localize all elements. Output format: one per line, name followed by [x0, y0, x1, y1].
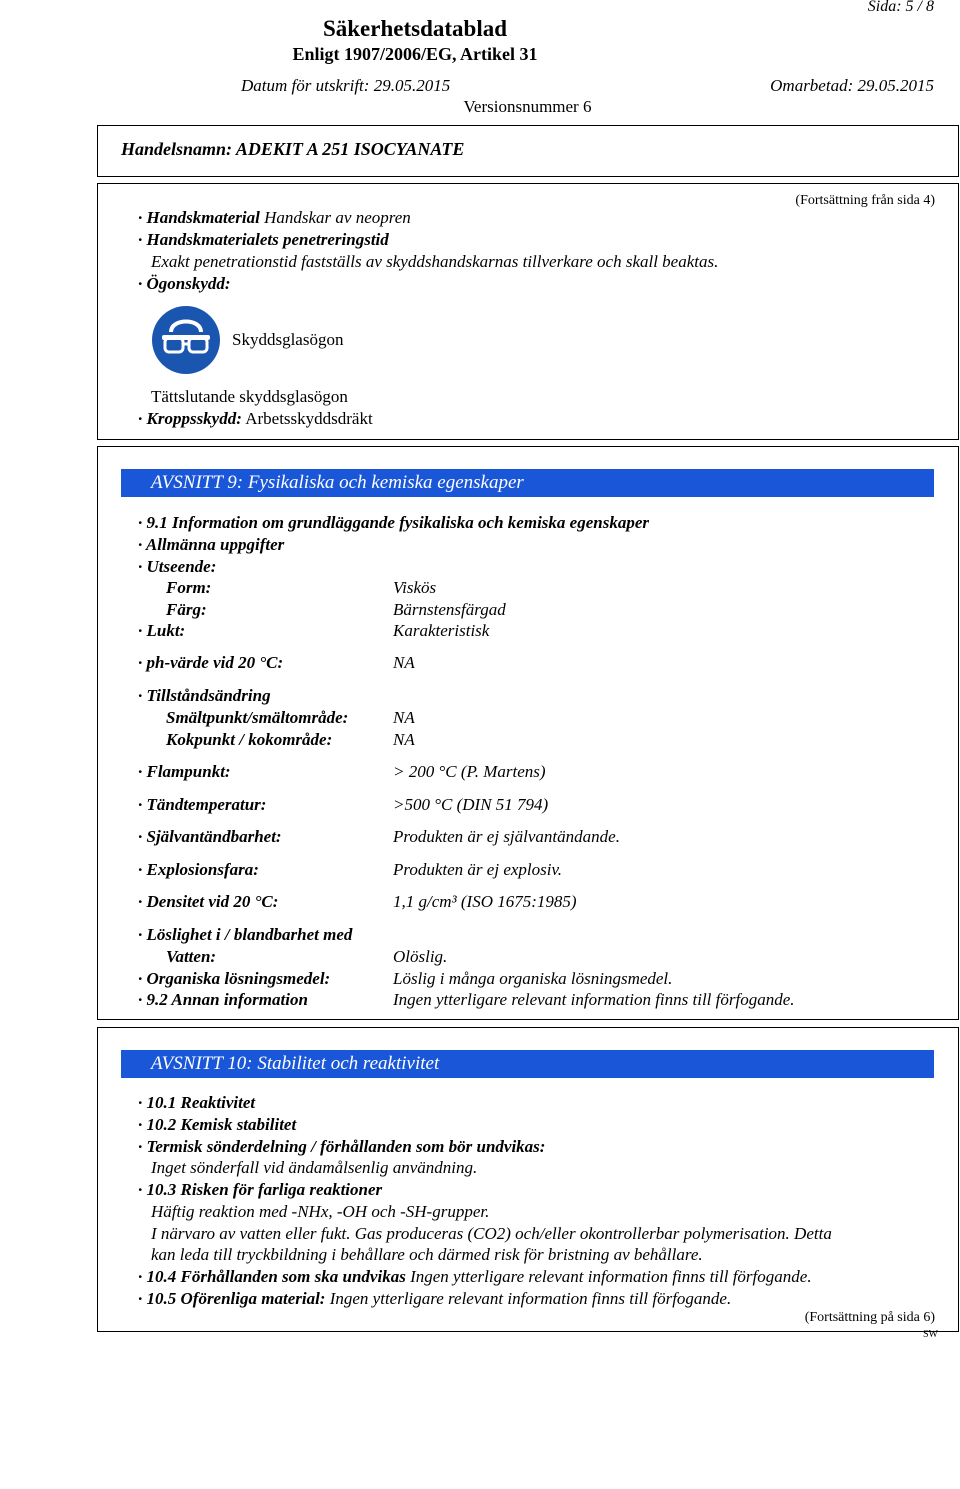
thermal-label: · Termisk sönderdelning / förhållanden som bör undvikas:	[138, 1137, 546, 1156]
state-change: · Tillståndsändring	[138, 686, 271, 705]
color-label: Färg:	[166, 600, 207, 619]
hazardous-label: · 10.3 Risken för farliga reaktioner	[138, 1180, 383, 1199]
print-date: Datum för utskrift: 29.05.2015	[241, 76, 451, 95]
revised-date: Omarbetad: 29.05.2015	[770, 76, 934, 95]
regulation: Enligt 1907/2006/EG, Artikel 31	[292, 44, 538, 64]
flash-label: · Flampunkt:	[138, 762, 231, 781]
appearance: · Utseende:	[138, 557, 217, 576]
hazardous-line2: I närvaro av vatten eller fukt. Gas produceras (CO2) och/eller okontrollerbar polymerisation. Detta	[151, 1224, 832, 1243]
eye-protection-label: · Ögonskydd:	[138, 274, 231, 293]
odor-label: · Lukt:	[138, 621, 186, 640]
color-value: Bärnstensfärgad	[393, 600, 506, 619]
ph-label: · ph-värde vid 20 °C:	[138, 653, 284, 672]
water-label: Vatten:	[166, 947, 217, 966]
organic-label: · Organiska lösningsmedel:	[138, 969, 331, 988]
safety-goggles-icon	[151, 305, 221, 375]
section10-banner: AVSNITT 10: Stabilitet och reaktivitet	[121, 1050, 934, 1078]
glove-penetration-text: Exakt penetrationstid fastställs av skyddshandskarnas tillverkare och skall beaktas.	[151, 252, 719, 271]
organic-value: Löslig i många organiska lösningsmedel.	[393, 969, 673, 988]
water-value: Olöslig.	[393, 947, 448, 966]
density-value: 1,1 g/cm³ (ISO 1675:1985)	[393, 892, 577, 911]
general-info: · Allmänna uppgifter	[138, 535, 285, 554]
other-info-value: Ingen ytterligare relevant information finns till förfogande.	[393, 990, 795, 1009]
boiling-value: NA	[393, 730, 415, 749]
trade-name: Handelsnamn: ADEKIT A 251 ISOCYANATE	[121, 139, 465, 159]
ignition-value: >500 °C (DIN 51 794)	[393, 795, 549, 814]
boiling-label: Kokpunkt / kokområde:	[166, 730, 333, 749]
ph-value: NA	[393, 653, 415, 672]
explosion-value: Produkten är ej explosiv.	[393, 860, 563, 879]
solubility-label: · Löslighet i / blandbarhet med	[138, 925, 353, 944]
section9-banner: AVSNITT 9: Fysikaliska och kemiska egenskaper	[121, 469, 934, 497]
body-protection: · Kroppsskydd: Arbetsskyddsdräkt	[138, 409, 373, 428]
density-label: · Densitet vid 20 °C:	[138, 892, 279, 911]
explosion-label: · Explosionsfara:	[138, 860, 259, 879]
version-number: Versionsnummer 6	[463, 97, 592, 116]
continued-on: (Fortsättning på sida 6)	[804, 1310, 935, 1325]
melting-value: NA	[393, 708, 415, 727]
eye-protection-text: Tättslutande skyddsglasögon	[151, 387, 348, 406]
language-code: SW	[923, 1329, 938, 1340]
document-title: Säkerhetsdatablad	[322, 16, 508, 41]
thermal-text: Inget sönderfall vid ändamålsenlig användning.	[151, 1158, 478, 1177]
ignition-label: · Tändtemperatur:	[138, 795, 267, 814]
selfign-label: · Självantändbarhet:	[138, 827, 282, 846]
hazardous-line3: kan leda till tryckbildning i behållare och därmed risk för bristning av behållare.	[151, 1245, 703, 1264]
trade-name-box	[97, 125, 959, 177]
odor-value: Karakteristisk	[393, 621, 490, 640]
hazardous-line1: Häftig reaktion med -NHx, -OH och -SH-grupper.	[151, 1202, 490, 1221]
page-number: Sida: 5 / 8	[867, 0, 934, 15]
continued-from: (Fortsättning från sida 4)	[795, 193, 935, 208]
eye-pictogram-caption: Skyddsglasögon	[232, 330, 344, 349]
incompatible-materials: · 10.5 Oförenliga material: Ingen ytterligare relevant information finns till förfogande.	[138, 1289, 732, 1308]
form-value: Viskös	[393, 578, 437, 597]
sub-9-1: · 9.1 Information om grundläggande fysikaliska och kemiska egenskaper	[138, 513, 649, 532]
chemical-stability: · 10.2 Kemisk stabilitet	[138, 1115, 297, 1134]
glove-material: · Handskmaterial Handskar av neopren	[138, 208, 411, 227]
other-info-label: · 9.2 Annan information	[138, 990, 308, 1009]
selfign-value: Produkten är ej självantändande.	[393, 827, 620, 846]
conditions-to-avoid: · 10.4 Förhållanden som ska undvikas Ingen ytterligare relevant information finns till förfogande.	[138, 1267, 812, 1286]
flash-value: > 200 °C (P. Martens)	[393, 762, 546, 781]
glove-penetration-label: · Handskmaterialets penetreringstid	[138, 230, 389, 249]
reactivity: · 10.1 Reaktivitet	[138, 1093, 256, 1112]
melting-label: Smältpunkt/smältområde:	[166, 708, 349, 727]
form-label: Form:	[166, 578, 212, 597]
